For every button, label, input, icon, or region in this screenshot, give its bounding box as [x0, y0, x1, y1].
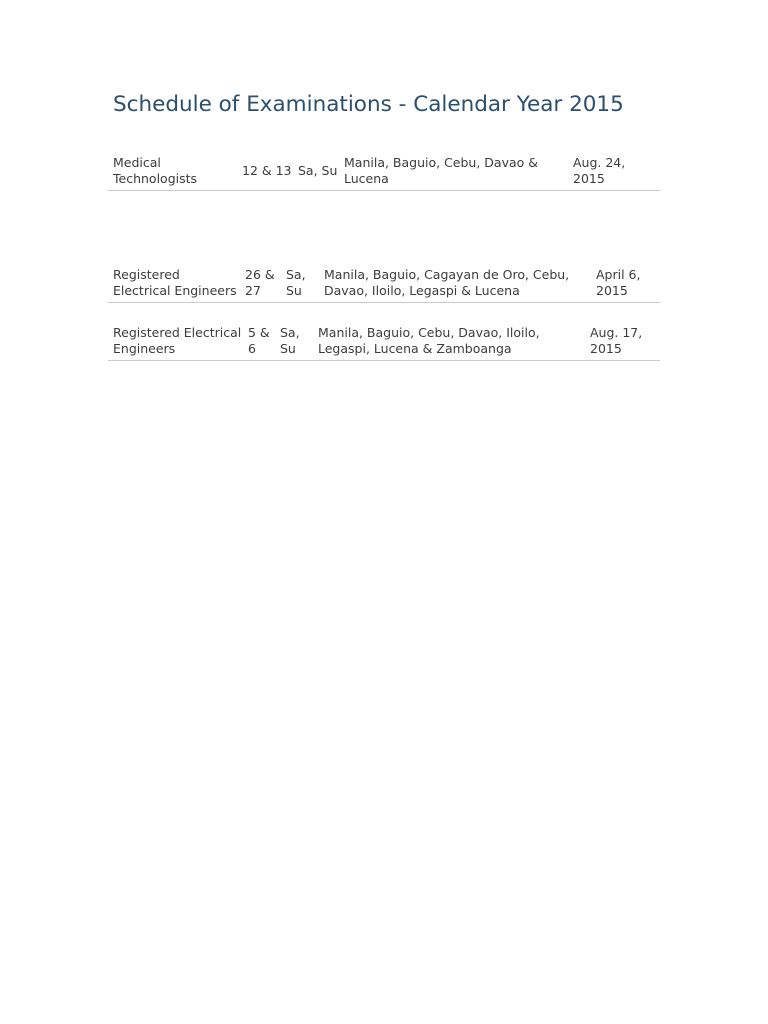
- dates-cell: 12 & 13: [237, 153, 293, 191]
- table-row: [108, 153, 660, 191]
- days-cell: Sa, Su: [281, 265, 319, 303]
- table-row: [108, 323, 660, 361]
- examination-cell: Registered Electrical Engineers: [108, 323, 243, 361]
- schedule-table: [108, 323, 660, 361]
- venues-cell: Manila, Baguio, Cebu, Davao & Lucena: [339, 153, 568, 191]
- dates-cell: 26 & 27: [240, 265, 281, 303]
- release-date-cell: Aug. 17, 2015: [585, 323, 660, 361]
- release-date-cell: Aug. 24, 2015: [568, 153, 660, 191]
- dates-cell: 5 & 6: [243, 323, 275, 361]
- examination-cell: Medical Technologists: [108, 153, 237, 191]
- table-row: [108, 265, 660, 303]
- schedule-table: [108, 153, 660, 191]
- days-cell: Sa, Su: [275, 323, 313, 361]
- examination-cell: Registered Electrical Engineers: [108, 265, 240, 303]
- venues-cell: Manila, Baguio, Cagayan de Oro, Cebu, Davao, Iloilo, Legaspi & Lucena: [319, 265, 591, 303]
- page-title: Schedule of Examinations - Calendar Year 2015: [113, 92, 624, 117]
- schedule-table: [108, 265, 660, 303]
- release-date-cell: April 6, 2015: [591, 265, 660, 303]
- venues-cell: Manila, Baguio, Cebu, Davao, Iloilo, Legaspi, Lucena & Zamboanga: [313, 323, 585, 361]
- days-cell: Sa, Su: [293, 153, 339, 191]
